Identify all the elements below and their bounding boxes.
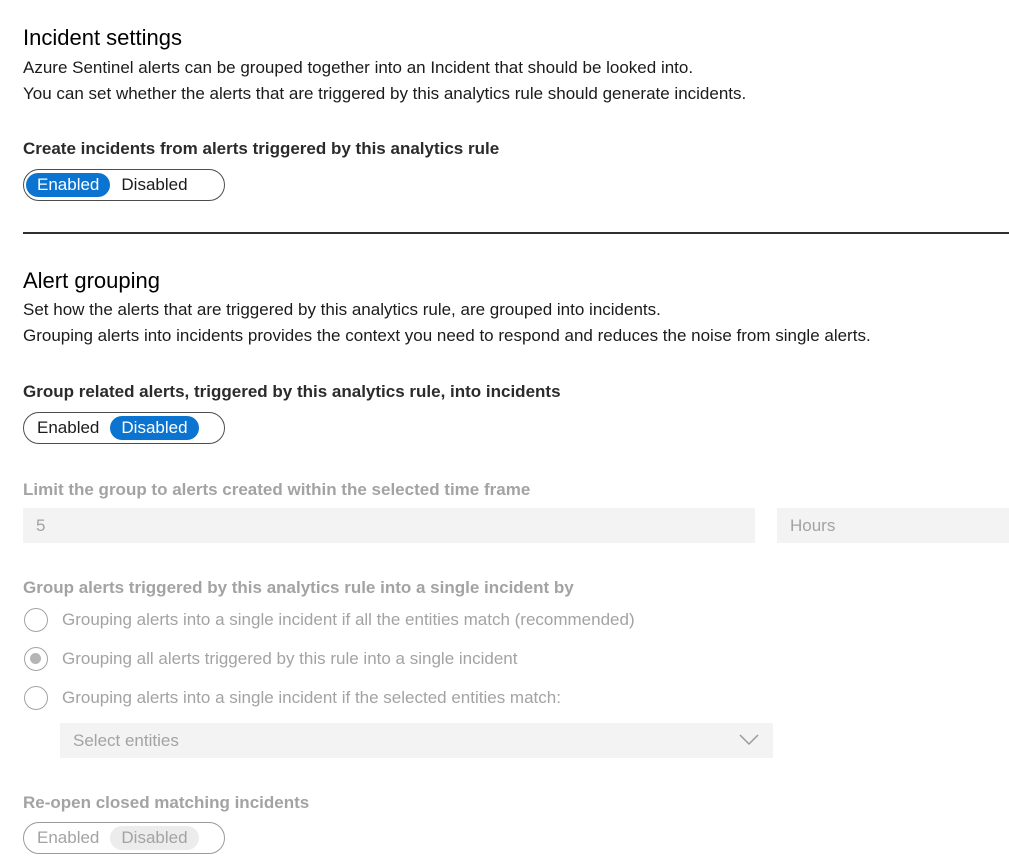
time-frame-label: Limit the group to alerts created within the selected time frame — [23, 480, 531, 499]
create-incidents-disabled-option[interactable]: Disabled — [121, 175, 188, 194]
chevron-down-icon — [739, 732, 759, 746]
create-incidents-enabled-option[interactable]: Enabled — [26, 173, 110, 197]
incident-settings-title: Incident settings — [23, 25, 182, 50]
select-entities-dropdown[interactable] — [60, 723, 773, 758]
alert-grouping-description-line1: Set how the alerts that are triggered by this analytics rule, are grouped into incidents. — [23, 300, 661, 319]
group-by-label: Group alerts triggered by this analytics rule into a single incident by — [23, 578, 574, 597]
reopen-disabled-option[interactable]: Disabled — [110, 826, 198, 850]
alert-grouping-title: Alert grouping — [23, 268, 160, 293]
radio-button-icon[interactable] — [24, 647, 48, 671]
incident-settings-description-line2: You can set whether the alerts that are triggered by this analytics rule should generate incidents. — [23, 84, 747, 103]
group-related-disabled-option[interactable]: Disabled — [110, 416, 198, 440]
alert-grouping-description-line2: Grouping alerts into incidents provides the context you need to respond and reduces the noise from single alerts. — [23, 326, 871, 345]
group-by-option-label: Grouping all alerts triggered by this rule into a single incident — [62, 649, 518, 668]
time-frame-unit-select[interactable]: Hours — [777, 508, 1009, 543]
reopen-enabled-option[interactable]: Enabled — [37, 828, 100, 847]
reopen-incidents-toggle[interactable] — [23, 822, 225, 854]
section-divider — [23, 232, 1009, 234]
group-related-alerts-toggle[interactable] — [23, 412, 225, 444]
incident-settings-description-line1: Azure Sentinel alerts can be grouped together into an Incident that should be looked into. — [23, 58, 694, 77]
radio-button-icon[interactable] — [24, 608, 48, 632]
group-by-option-single-incident[interactable] — [23, 645, 517, 673]
create-incidents-label: Create incidents from alerts triggered by this analytics rule — [23, 139, 500, 158]
group-related-enabled-option[interactable]: Enabled — [37, 418, 100, 437]
time-frame-value-input[interactable]: 5 — [23, 508, 755, 543]
group-related-alerts-label: Group related alerts, triggered by this analytics rule, into incidents — [23, 382, 561, 401]
group-by-option-label: Grouping alerts into a single incident if the selected entities match: — [62, 688, 561, 707]
group-by-option-label: Grouping alerts into a single incident if all the entities match (recommended) — [62, 610, 635, 629]
select-entities-placeholder: Select entities — [73, 731, 179, 750]
group-by-option-all-entities[interactable] — [23, 606, 635, 634]
reopen-incidents-label: Re-open closed matching incidents — [23, 793, 310, 812]
radio-button-icon[interactable] — [24, 686, 48, 710]
group-by-option-selected-entities[interactable] — [23, 684, 561, 712]
create-incidents-toggle[interactable] — [23, 169, 225, 201]
